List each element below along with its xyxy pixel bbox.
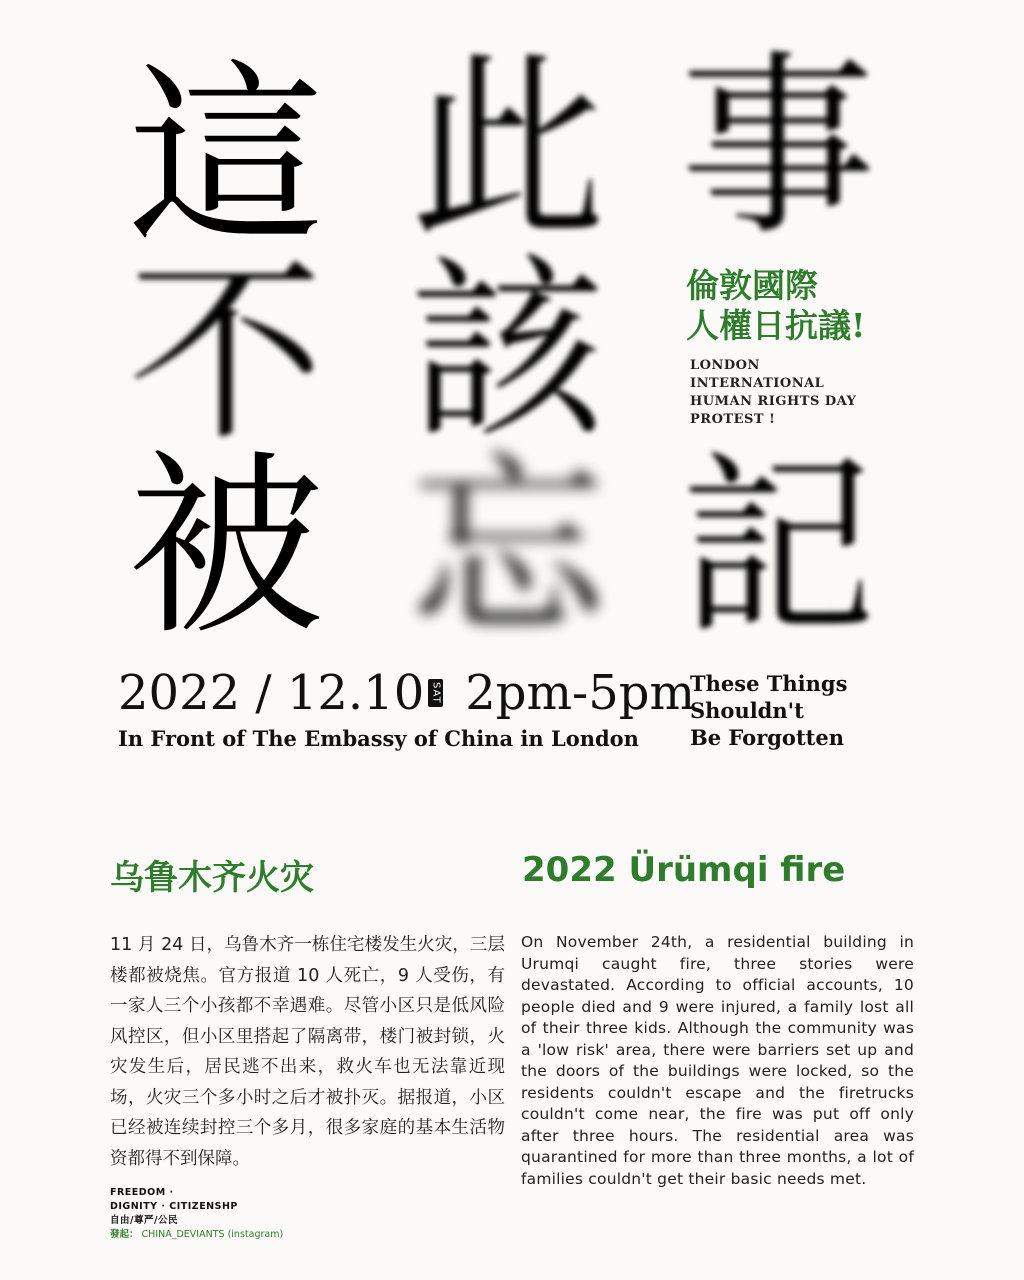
subtitle-en-line-3: HUMAN RIGHTS DAY [690,394,857,409]
tagline [690,670,890,751]
headline-char-5: 該 [410,238,607,466]
tagline-line-1: These Things [690,671,848,696]
tagline-line-3: Be Forgotten [690,725,844,750]
footer-line-2: DIGNITY · CITIZENSHP [110,1201,238,1212]
subtitle-en-line-2: INTERNATIONAL [690,376,825,391]
footer [110,1186,430,1242]
footer-line-1: FREEDOM · [110,1187,174,1198]
subtitle-english [690,357,920,429]
footer-credit [110,1228,430,1242]
tagline-line-2: Shouldn't [690,698,804,723]
event-time: 2pm-5pm [465,665,696,721]
headline-char-8: 記 [680,434,877,662]
footer-credit-platform: (instagram) [227,1229,284,1240]
subtitle-zh-line-2: 人權日抗議! [686,306,866,345]
footer-credit-label: 發起： [110,1229,139,1240]
headline-char-4: 不 [128,240,325,468]
subtitle-en-line-4: PROTEST ! [690,412,776,427]
section-title-english: 2022 Ürümqi fire [522,850,846,890]
headline-char-1: 這 [128,44,325,272]
headline-char-6: 被 [128,434,325,662]
event-date: 2022 / 12.10 [118,665,425,721]
subtitle-chinese [686,266,936,346]
body-text-english: On November 24th, a residential building in Urumqi caught fire, three stories were devastated. According to official accounts, 10 people died and 9 were injured, a family lost all of their three kids. Although the community was a 'low risk' area, there were barriers set up and the doors of the buildings were locked, so the residents couldn't escape and the firetrucks couldn't come near, the fire was put off only after three hours. The residential area was quarantined for more than three months, a lot of families couldn't get their basic needs met. [521,933,914,1188]
event-day-badge: SAT [428,679,443,707]
headline-char-2: 此 [410,36,607,264]
subtitle-zh-line-1: 倫敦國際 [686,266,818,305]
headline-char-7: 忘 [410,434,607,662]
subtitle-en-line-1: LONDON [690,358,760,373]
section-title-chinese: 乌鲁木齐火灾 [110,858,314,898]
footer-credit-handle: CHINA_DEVIANTS [141,1229,225,1240]
event-location: In Front of The Embassy of China in London [118,726,639,751]
headline-char-3: 事 [680,34,877,262]
footer-line-3: 自由/尊严/公民 [110,1215,178,1226]
body-text-chinese: 11 月 24 日，乌鲁木齐一栋住宅楼发生火灾，三层楼都被烧焦。官方报道 10 人死亡，9 人受伤，有一家人三个小孩都不幸遇难。尽管小区只是低风险风控区，但小区里搭起了隔离带，楼门被封锁，火灾发生后，居民逃不出来，救火车也无法靠近现场，火灾三个多小时之后才被扑灭。据报道，小区已经被连续封控三个多月，很多家庭的基本生活物资都得不到保障。 [110,935,505,1169]
event-date-time [118,665,695,721]
